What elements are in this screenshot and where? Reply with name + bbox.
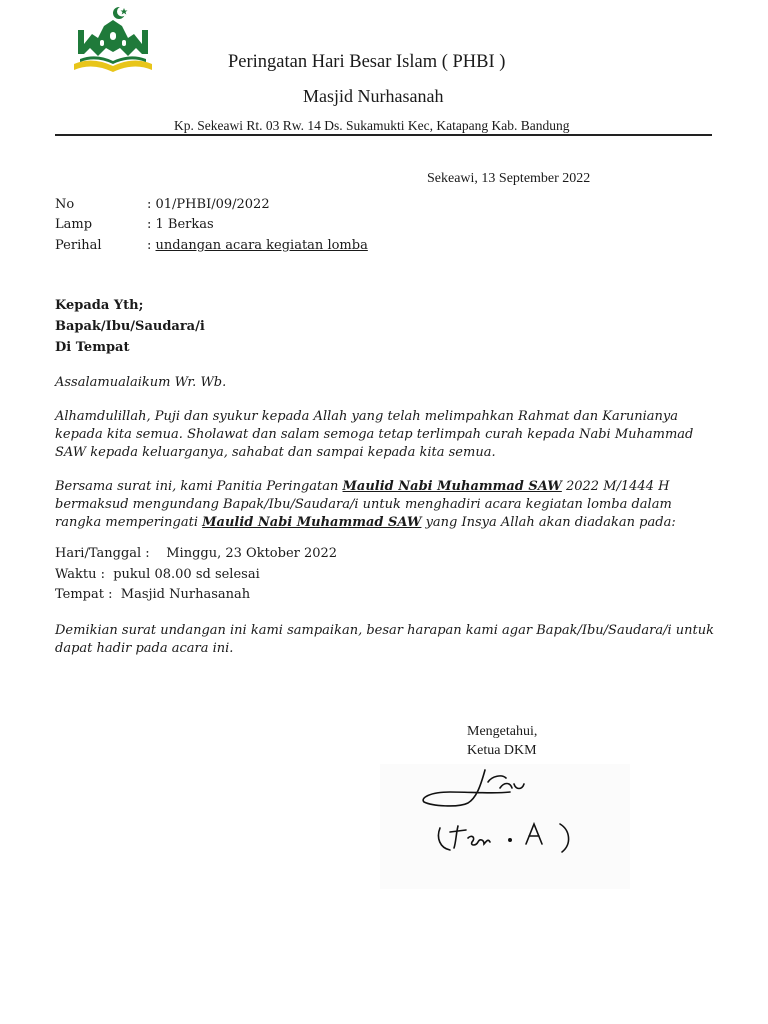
signature-title: Ketua DKM — [467, 743, 537, 758]
event-day-label: Hari/Tanggal : — [55, 546, 150, 561]
paragraph-opening: Alhamdulillah, Puji dan syukur kepada Allah yang telah melimpahkan Rahmat dan Karunianya kepada kita semua. Sholawat dan salam semoga tetap terlimpah curah kepada Nabi Muhammad SAW kepada keluarganya, sahabat dan sampai kepada kita semua. — [55, 409, 694, 460]
event-place-value: Masjid Nurhasanah — [120, 587, 251, 602]
header-subtitle: Masjid Nurhasanah — [303, 86, 444, 106]
meta-value-prefix: : — [147, 238, 156, 253]
mosque-logo — [70, 4, 156, 82]
meta-row-attachment — [55, 217, 214, 232]
meta-row-number — [55, 197, 270, 212]
event-time-label: Waktu : — [55, 567, 105, 582]
event-day — [55, 546, 337, 561]
recipient-line2: Bapak/Ibu/Saudara/i — [55, 319, 205, 334]
event-time — [55, 567, 260, 582]
header-divider — [55, 134, 712, 136]
recipient-line3: Di Tempat — [55, 340, 130, 355]
header-title: Peringatan Hari Besar Islam ( PHBI ) — [228, 52, 506, 72]
event-time-value: pukul 08.00 sd selesai — [113, 567, 260, 582]
event-day-value: Minggu, 23 Oktober 2022 — [166, 546, 338, 561]
meta-value: : 1 Berkas — [147, 217, 214, 232]
meta-value: : 01/PHBI/09/2022 — [147, 197, 270, 212]
meta-label: Lamp — [55, 217, 93, 232]
greeting: Assalamualaikum Wr. Wb. — [55, 375, 227, 390]
meta-subject-value: undangan acara kegiatan lomba — [155, 238, 368, 253]
paragraph-invitation: Bersama surat ini, kami Panitia Peringatan Maulid Nabi Muhammad SAW 2022 M/1444 H bermaksud mengundang Bapak/Ibu/Saudara/i untuk menghadiri acara kegiatan lomba dalam rangka memperingati Maulid Nabi Muhammad SAW yang Insya Allah akan diadakan pada: — [55, 479, 676, 530]
event-place-label: Tempat : — [55, 587, 113, 602]
handwritten-signature — [410, 758, 610, 868]
event-name-emphasis: Maulid Nabi Muhammad SAW — [202, 515, 422, 530]
meta-label: Perihal — [55, 238, 102, 253]
paragraph-closing: Demikian surat undangan ini kami sampaikan, besar harapan kami agar Bapak/Ibu/Saudara/i untuk dapat hadir pada acara ini. — [55, 623, 714, 656]
event-place — [55, 587, 250, 602]
event-name-emphasis: Maulid Nabi Muhammad SAW — [342, 479, 562, 494]
recipient-line1: Kepada Yth; — [55, 298, 144, 313]
meta-row-subject — [55, 238, 368, 253]
letter-date: Sekeawi, 13 September 2022 — [427, 171, 591, 186]
signature-acknowledged: Mengetahui, — [467, 724, 538, 739]
meta-label: No — [55, 197, 75, 212]
header-address: Kp. Sekeawi Rt. 03 Rw. 14 Ds. Sukamukti Kec, Katapang Kab. Bandung — [174, 118, 570, 133]
